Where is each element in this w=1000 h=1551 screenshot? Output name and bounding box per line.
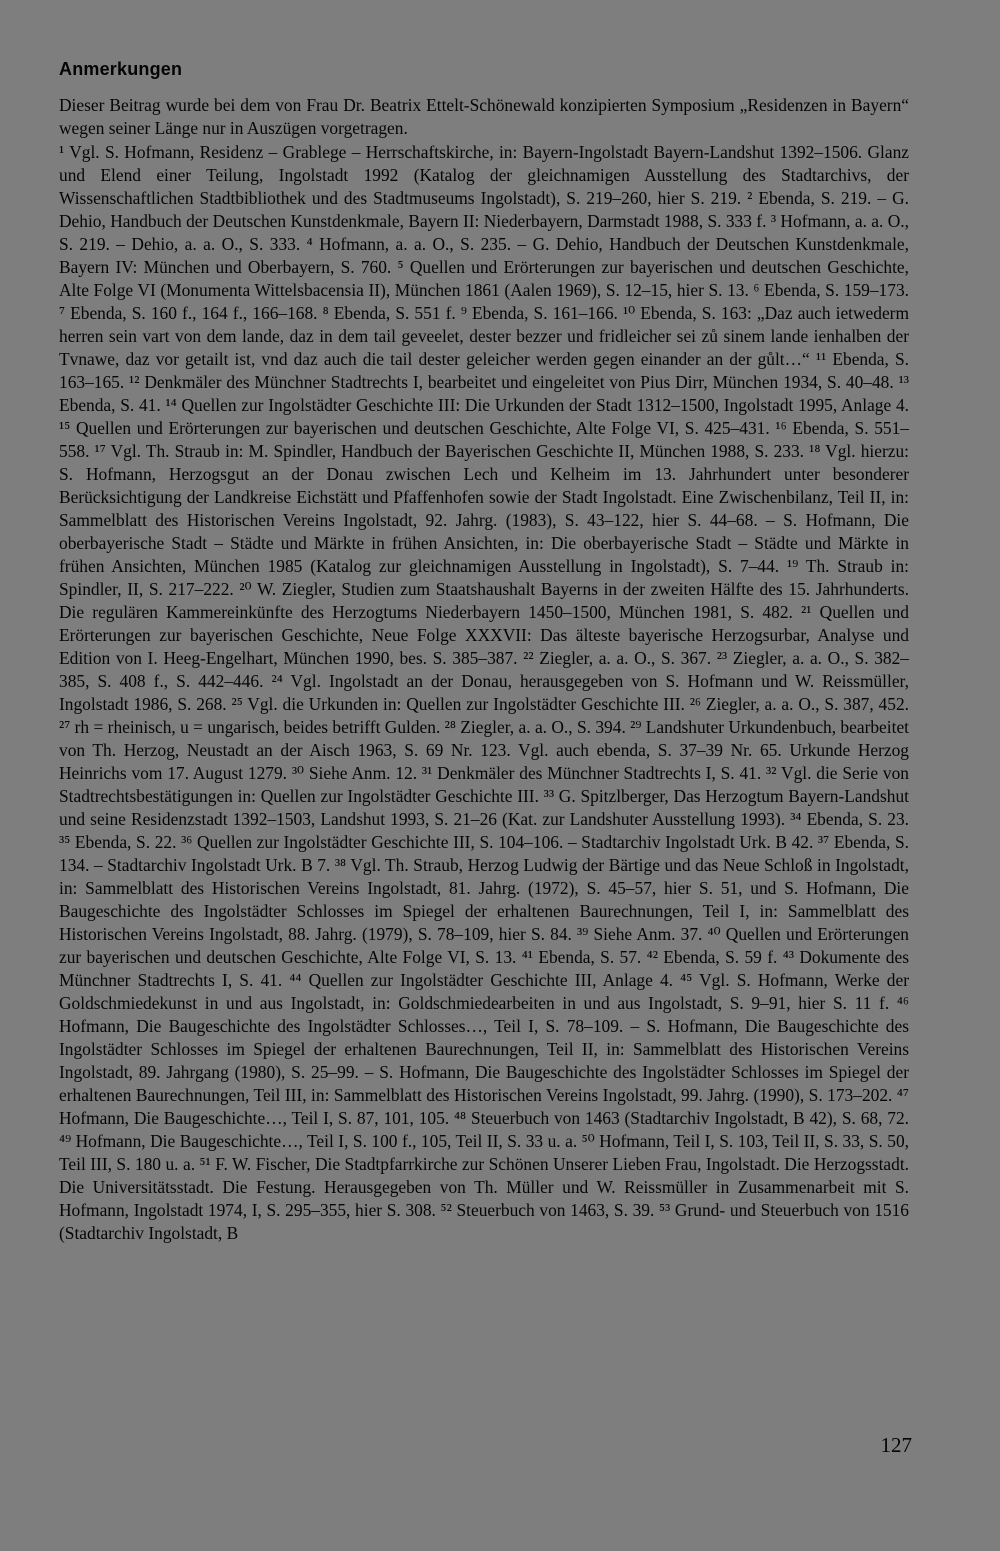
section-heading: Anmerkungen (59, 59, 183, 79)
endnotes-paragraph: ¹ Vgl. S. Hofmann, Residenz – Grablege – Herrschaftskirche, in: Bayern-Ingolstadt Bayern-Landshut 1392–1506. Glanz und Elend einer Teilung, Ingolstadt 1992 (Katalog der gleichnamigen Ausstellung des Stadtarchivs, der Wissenschaftlichen Stadtbibliothek und des Stadtmuseums Ingolstadt), S. 219–260, hier S. 219. ² Ebenda, S. 219. – G. Dehio, Handbuch der Deutschen Kunstdenkmale, Bayern II: Niederbayern, Darmstadt 1988, S. 333 f. ³ Hofmann, a. a. O., S. 219. – Dehio, a. a. O., S. 333. ⁴ Hofmann, a. a. O., S. 235. – G. Dehio, Handbuch der Deutschen Kunstdenkmale, Bayern IV: München und Oberbayern, S. 760. ⁵ Quellen und Erörterungen zur bayerischen und deutschen Geschichte, Alte Folge VI (Monumenta Wittelsbacensia II), München 1861 (Aalen 1969), S. 12–15, hier S. 13. ⁶ Ebenda, S. 159–173. ⁷ Ebenda, S. 160 f., 164 f., 166–168. ⁸ Ebenda, S. 551 f. ⁹ Ebenda, S. 161–166. ¹⁰ Ebenda, S. 163: „Daz auch ietwederm herren sein vart von dem lande, daz in dem tail geveelet, dester bezzer und fridleicher sei zů sinem lande ienhalben der Tvnawe, daz vor getailt ist, vnd daz auch die tail dester geleicher werden gegen einander an der gůlt…“ ¹¹ Ebenda, S. 163–165. ¹² Denkmäler des Münchner Stadtrechts I, bearbeitet und eingeleitet von Pius Dirr, München 1934, S. 40–48. ¹³ Ebenda, S. 41. ¹⁴ Quellen zur Ingolstädter Geschichte III: Die Urkunden der Stadt 1312–1500, Ingolstadt 1995, Anlage 4. ¹⁵ Quellen und Erörterungen zur bayerischen und deutschen Geschichte, Alte Folge VI, S. 425–431. ¹⁶ Ebenda, S. 551–558. ¹⁷ Vgl. Th. Straub in: M. Spindler, Handbuch der Bayerischen Geschichte II, München 1988, S. 233. ¹⁸ Vgl. hierzu: S. Hofmann, Herzogsgut an der Donau zwischen Lech und Kelheim im 13. Jahrhundert unter besonderer Berücksichtigung der Landkreise Eichstätt und Pfaffenhofen sowie der Stadt Ingolstadt. Eine Zwischenbilanz, Teil II, in: Sammelblatt des Historischen Vereins Ingolstadt, 92. Jahrg. (1983), S. 43–122, hier S. 44–68. – S. Hofmann, Die oberbayerische Stadt – Städte und Märkte in frühen Ansichten, in: Die oberbayerische Stadt – Städte und Märkte in frühen Ansichten, München 1985 (Katalog zur gleichnamigen Ausstellung in Ingolstadt), S. 7–44. ¹⁹ Th. Straub in: Spindler, II, S. 217–222. ²⁰ W. Ziegler, Studien zum Staatshaushalt Bayerns in der zweiten Hälfte des 15. Jahrhunderts. Die regulären Kammereinkünfte des Herzogtums Niederbayern 1450–1500, München 1981, S. 482. ²¹ Quellen und Erörterungen zur bayerischen Geschichte, Neue Folge XXXVII: Das älteste bayerische Herzogsurbar, Analyse und Edition von I. Heeg-Engelhart, München 1990, bes. S. 385–387. ²² Ziegler, a. a. O., S. 367. ²³ Ziegler, a. a. O., S. 382–385, S. 408 f., S. 442–446. ²⁴ Vgl. Ingolstadt an der Donau, herausgegeben von S. Hofmann und W. Reissmüller, Ingolstadt 1986, S. 268. ²⁵ Vgl. die Urkunden in: Quellen zur Ingolstädter Geschichte III. ²⁶ Ziegler, a. a. O., S. 387, 452. ²⁷ rh = rheinisch, u = ungarisch, beides betrifft Gulden. ²⁸ Ziegler, a. a. O., S. 394. ²⁹ Landshuter Urkundenbuch, bearbeitet von Th. Herzog, Neustadt an der Aisch 1963, S. 69 Nr. 123. Vgl. auch ebenda, S. 37–39 Nr. 65. Urkunde Herzog Heinrichs vom 17. August 1279. ³⁰ Siehe Anm. 12. ³¹ Denkmäler des Münchner Stadtrechts I, S. 41. ³² Vgl. die Serie von Stadtrechtsbestätigungen in: Quellen zur Ingolstädter Geschichte III. ³³ G. Spitzlberger, Das Herzogtum Bayern-Landshut und seine Residenzstadt 1392–1503, Landshut 1993, S. 21–26 (Kat. zur Landshuter Ausstellung 1993). ³⁴ Ebenda, S. 23. ³⁵ Ebenda, S. 22. ³⁶ Quellen zur Ingolstädter Geschichte III, S. 104–106. – Stadtarchiv Ingolstadt Urk. B 42. ³⁷ Ebenda, S. 134. – Stadtarchiv Ingolstadt Urk. B 7. ³⁸ Vgl. Th. Straub, Herzog Ludwig der Bärtige und das Neue Schloß in Ingolstadt, in: Sammelblatt des Historischen Vereins Ingolstadt, 81. Jahrg. (1972), S. 45–57, hier S. 51, und S. Hofmann, Die Baugeschichte des Ingolstädter Schlosses im Spiegel der erhaltenen Baurechnungen, Teil I, in: Sammelblatt des Historischen Vereins Ingolstadt, 88. Jahrg. (1979), S. 78–109, hier S. 84. ³⁹ Siehe Anm. 37. ⁴⁰ Quellen und Erörterungen zur bayerischen und deutschen Geschichte, Alte Folge VI, S. 13. ⁴¹ Ebenda, S. 57. ⁴² Ebenda, S. 59 f. ⁴³ Dokumente des Münchner Stadtrechts I, S. 41. ⁴⁴ Quellen zur Ingolstädter Geschichte III, Anlage 4. ⁴⁵ Vgl. S. Hofmann, Werke der Goldschmiedekunst in und aus Ingolstadt, in: Goldschmiedearbeiten in und aus Ingolstadt, S. 9–91, hier S. 11 f. ⁴⁶ Hofmann, Die Baugeschichte des Ingolstädter Schlosses…, Teil I, S. 78–109. – S. Hofmann, Die Baugeschichte des Ingolstädter Schlosses im Spiegel der erhaltenen Baurechnungen, Teil II, in: Sammelblatt des Historischen Vereins Ingolstadt, 89. Jahrgang (1980), S. 25–99. – S. Hofmann, Die Baugeschichte des Ingolstädter Schlosses im Spiegel der erhaltenen Baurechnungen, Teil III, in: Sammelblatt des Historischen Vereins Ingolstadt, 99. Jahrg. (1990), S. 173–202. ⁴⁷ Hofmann, Die Baugeschichte…, Teil I, S. 87, 101, 105. ⁴⁸ Steuerbuch von 1463 (Stadtarchiv Ingolstadt, B 42), S. 68, 72. ⁴⁹ Hofmann, Die Baugeschichte…, Teil I, S. 100 f., 105, Teil II, S. 33 u. a. ⁵⁰ Hofmann, Teil I, S. 103, Teil II, S. 33, S. 50, Teil III, S. 180 u. a. ⁵¹ F. W. Fischer, Die Stadtpfarrkirche zur Schönen Unserer Lieben Frau, Ingolstadt. Die Herzogsstadt. Die Universitätsstadt. Die Festung. Herausgegeben von Th. Müller und W. Reissmüller in Zusammenarbeit mit S. Hofmann, Ingolstadt 1974, I, S. 295–355, hier S. 308. ⁵² Steuerbuch von 1463, S. 39. ⁵³ Grund- und Steuerbuch von 1516 (Stadtarchiv Ingolstadt, B (59, 142, 909, 1243)
page-number: 127 (880, 1433, 912, 1457)
document-page (59, 58, 909, 1245)
intro-paragraph: Dieser Beitrag wurde bei dem von Frau Dr. Beatrix Ettelt-Schönewald konzipierten Symposium „Residenzen in Bayern“ wegen seiner Länge nur in Auszügen vorgetragen. (59, 95, 909, 138)
